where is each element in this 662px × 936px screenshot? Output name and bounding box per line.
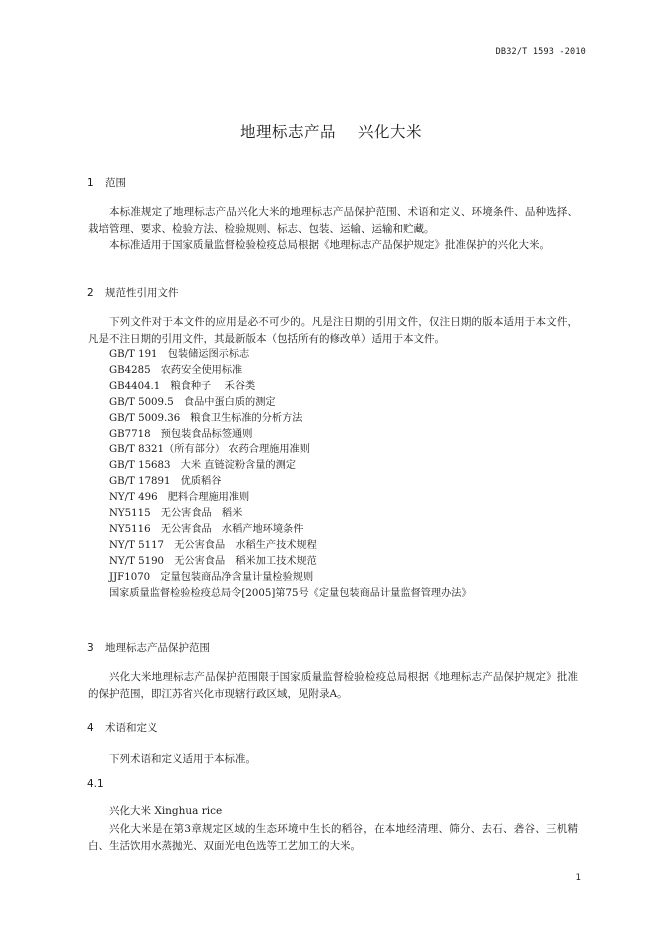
reference-item: GB/T 8321（所有部分） 农药合理施用准则: [109, 444, 310, 456]
reference-item: GB/T 15683 大米 直链淀粉含量的测定: [109, 460, 296, 472]
term-title: 兴化大米 Xinghua rice: [109, 805, 223, 817]
reference-item: GB4404.1 粮食种子 禾谷类: [109, 380, 256, 392]
reference-item: GB/T 5009.36 粮食卫生标准的分析方法: [109, 412, 303, 424]
section-4-heading: [87, 720, 158, 735]
reference-item: GB/T 191 包装储运图示标志: [109, 349, 250, 360]
reference-item: GB/T 5009.5 食品中蛋白质的测定: [109, 396, 276, 408]
section-number: 4: [87, 722, 94, 734]
section-1-heading: [87, 175, 126, 190]
section-title: 范围: [105, 177, 126, 189]
reference-item: NY5116 无公害食品 水稻产地环境条件: [109, 523, 304, 535]
normative-intro: 下列文件对于本文件的应用是必不可少的。凡是注日期的引用文件，仅注日期的版本适用于本文件，凡是不注日期的引用文件，其最新版本（包括所有的修改单）适用于本文件。: [88, 316, 578, 345]
reference-item: NY/T 5190 无公害食品 稻米加工技术规范: [109, 555, 317, 567]
document-code: DB32/T 1593 -2010: [495, 47, 586, 57]
section-title: 术语和定义: [105, 722, 158, 734]
reference-item: NY/T 5117 无公害食品 水稻生产技术规程: [109, 539, 317, 551]
reference-item: 国家质量监督检验检疫总局令[2005]第75号《定量包装商品计量监督管理办法》: [109, 587, 472, 599]
terms-intro: 下列术语和定义适用于本标准。: [109, 753, 256, 765]
reference-list: [109, 347, 472, 602]
section-number: 1: [87, 177, 94, 189]
section-2-heading: [87, 285, 179, 300]
page-number: 1: [575, 873, 581, 883]
reference-item: GB7718 预包装食品标签通则: [109, 428, 253, 440]
section-3-heading: [87, 640, 210, 655]
reference-item: GB/T 17891 优质稻谷: [109, 476, 222, 488]
section-number: 2: [87, 287, 94, 299]
section-title: 地理标志产品保护范围: [105, 642, 210, 654]
section-number: 3: [87, 642, 94, 654]
reference-item: GB4285 农药安全使用标准: [109, 364, 243, 376]
term-definition: 兴化大米是在第3章规定区域的生态环境中生长的稻谷，在本地经清理、筛分、去石、砻谷、三机精白、生活饮用水蒸抛光、双面光电色选等工艺加工的大米。: [88, 823, 578, 852]
scope-paragraph-1: 本标准规定了地理标志产品兴化大米的地理标志产品保护范围、术语和定义、环境条件、品种选择、栽培管理、要求、检验方法、检验规则、标志、包装、运输、运输和贮藏。: [88, 206, 578, 235]
section-title: 规范性引用文件: [105, 287, 179, 299]
reference-item: NY5115 无公害食品 稻米: [109, 508, 243, 520]
scope-paragraph-2: 本标准适用于国家质量监督检验检疫总局根据《地理标志产品保护规定》批准保护的兴化大米。: [109, 239, 550, 251]
subsection-4-1-number: 4.1: [87, 778, 104, 790]
reference-item: JJF1070 定量包装商品净含量计量检验规则: [109, 571, 314, 583]
title-part-2: 兴化大米: [358, 123, 423, 141]
protection-paragraph: 兴化大米地理标志产品保护范围限于国家质量监督检验检疫总局根据《地理标志产品保护规定》批准的保护范围，即江苏省兴化市现辖行政区域，见附录A。: [88, 671, 578, 700]
title-part-1: 地理标志产品: [239, 123, 336, 141]
reference-item: NY/T 496 肥料合理施用准则: [109, 492, 250, 504]
page-title: [0, 120, 662, 142]
